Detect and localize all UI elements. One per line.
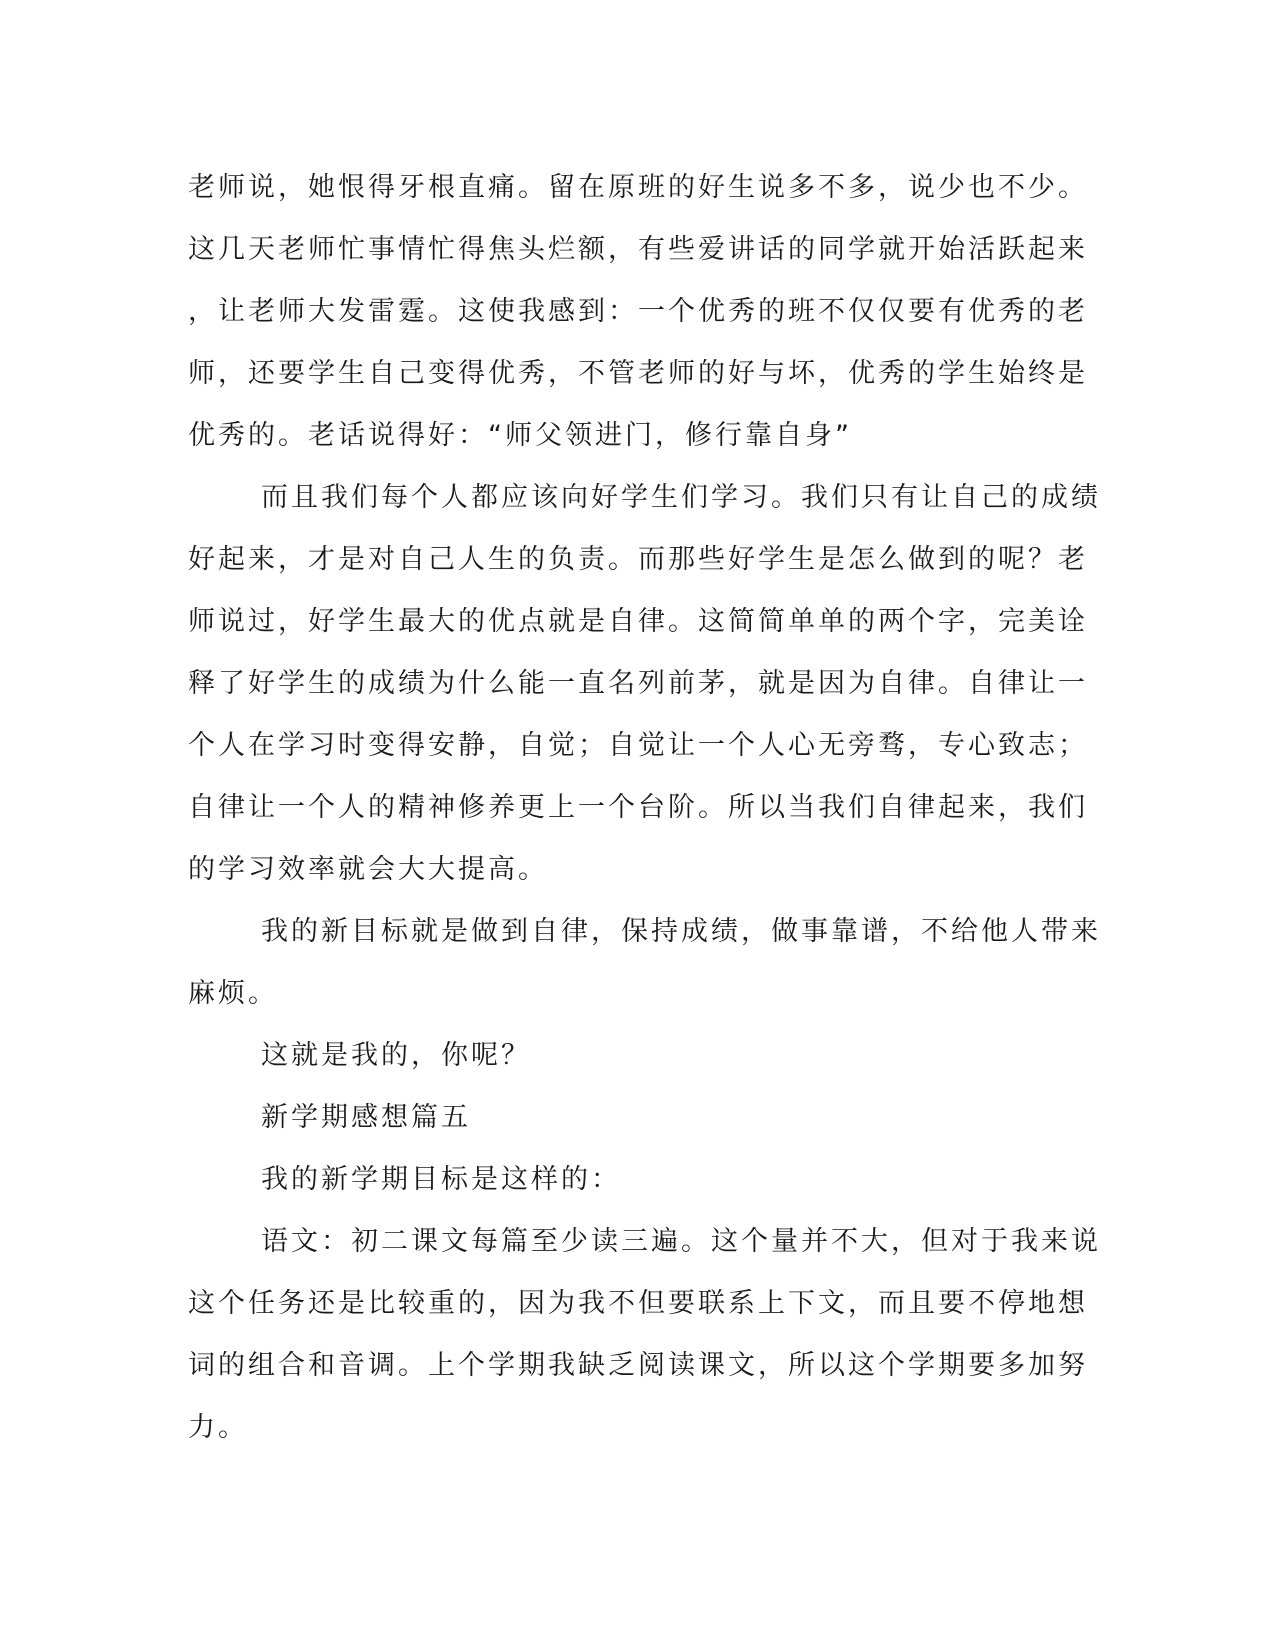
text-line: ，让老师大发雷霆。这使我感到：一个优秀的班不仅仅要有优秀的老 <box>188 296 1088 327</box>
text-line: 语文：初二课文每篇至少读三遍。这个量并不大，但对于我来说 <box>261 1226 1101 1257</box>
text-line: 而且我们每个人都应该向好学生们学习。我们只有让自己的成绩 <box>261 482 1101 513</box>
text-line: 麻烦。 <box>188 978 278 1009</box>
text-line: 释了好学生的成绩为什么能一直名列前茅，就是因为自律。自律让一 <box>188 668 1088 699</box>
body-text <box>188 157 1101 1459</box>
text-line: 我的新目标就是做到自律，保持成绩，做事靠谱，不给他人带来 <box>261 916 1101 947</box>
text-line: 这几天老师忙事情忙得焦头烂额，有些爱讲话的同学就开始活跃起来 <box>188 234 1088 265</box>
text-line: 个人在学习时变得安静，自觉；自觉让一个人心无旁骛，专心致志； <box>188 730 1088 761</box>
text-line: 自律让一个人的精神修养更上一个台阶。所以当我们自律起来，我们 <box>188 792 1088 823</box>
text-line: 新学期感想篇五 <box>261 1102 471 1133</box>
text-line: 我的新学期目标是这样的： <box>261 1164 621 1195</box>
text-line: 优秀的。老话说得好：“师父领进门，修行靠自身” <box>188 420 852 451</box>
text-line: 词的组合和音调。上个学期我缺乏阅读课文，所以这个学期要多加努 <box>188 1350 1088 1381</box>
text-line: 师说过，好学生最大的优点就是自律。这简简单单的两个字，完美诠 <box>188 606 1088 637</box>
text-line: 师，还要学生自己变得优秀，不管老师的好与坏，优秀的学生始终是 <box>188 358 1088 389</box>
text-line: 好起来，才是对自己人生的负责。而那些好学生是怎么做到的呢？老 <box>188 544 1088 575</box>
text-line: 这个任务还是比较重的，因为我不但要联系上下文，而且要不停地想 <box>188 1288 1088 1319</box>
text-line: 力。 <box>188 1412 248 1443</box>
text-line: 的学习效率就会大大提高。 <box>188 854 548 885</box>
text-line: 老师说，她恨得牙根直痛。留在原班的好生说多不多，说少也不少。 <box>188 172 1088 203</box>
text-line: 这就是我的，你呢？ <box>261 1040 531 1071</box>
